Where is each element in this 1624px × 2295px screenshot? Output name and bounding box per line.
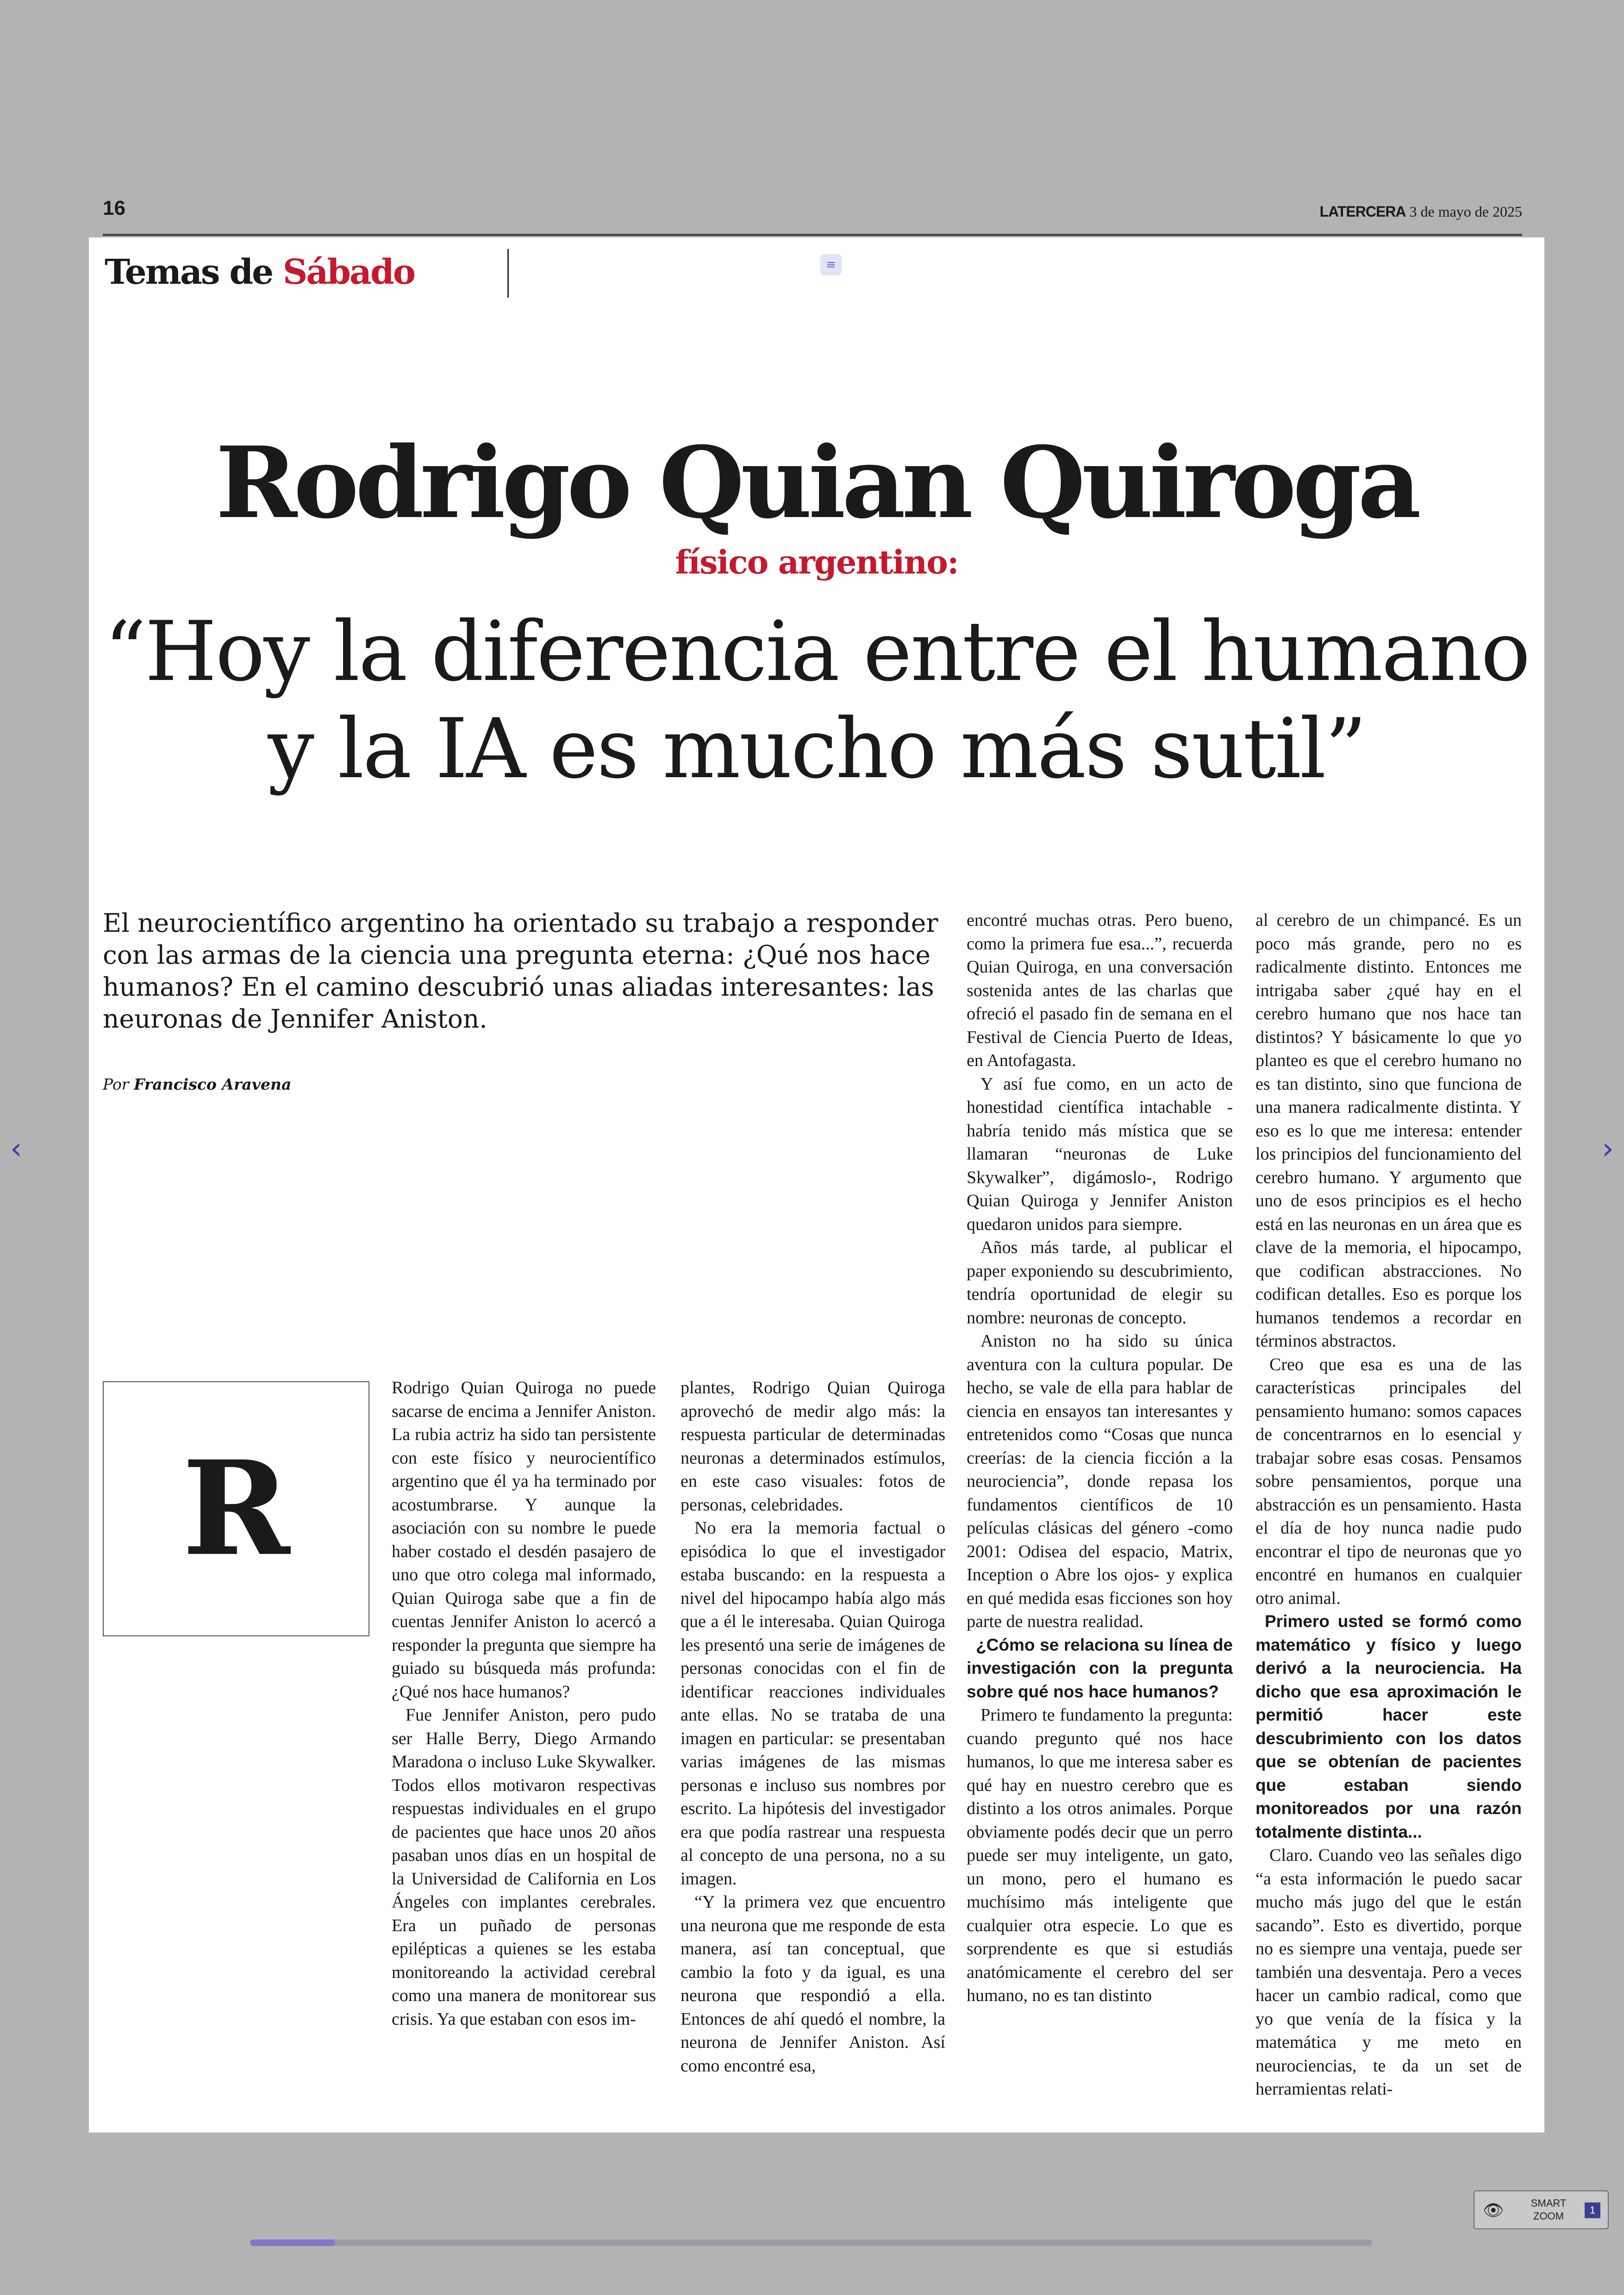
article-kicker: físico argentino: [675,543,958,581]
paragraph: plantes, Rodrigo Quian Quiroga aprovechó de medir algo más: la respuesta particular de determinadas neuronas a determinados estímulos, en este caso visuales: fotos de personas, celebridades. [681,1378,945,1515]
paragraph: Primero te fundamento la pregunta: cuando pregunto qué nos hace humanos, lo que me interesa saber es qué hay en nuestro cerebro que es distinto a los otros animales. Porque obviamente podés decir que un perro puede ser muy inteligente, un gato, un mono, pero el humano es muchísimo más inteligente que cualquier otra especie. Lo que es sorprendente es que si estudiás anatómicamente el cerebro del ser humano, no es tan distinto [967,1705,1233,2005]
page-progress-fill [250,2239,335,2246]
headline-quote [103,603,1530,798]
body-column-1 [392,1376,656,2112]
paragraph: al cerebro de un chimpancé. Es un poco más grande, pero no es radicalmente distinto. Entonces me intrigaba saber ¿qué hay en el cerebro humano que nos hace tan distintos? Y básicamente lo que yo planteo es que el cerebro humano no es tan distinto, sino que funciona de una manera radicalmente distinta. Y eso es lo que me interesa: entender los principios del funcionamiento del cerebro humano. Y argumento que uno de esos principios es el hecho está en las neuronas en un área que es clave de la memoria, el hipocampo, que codifican abstracciones. No codifican detalles. Eso es porque los humanos tendemos a recordar en términos abstractos. [1255,911,1522,1351]
section-label-accent: Sábado [282,252,415,292]
drop-cap-box [103,1381,369,1636]
previous-page-icon[interactable]: ‹ [10,1132,22,1166]
smart-zoom-label-line1: SMART [1530,2197,1567,2209]
paragraph: encontré muchas otras. Pero bueno, como la primera fue esa...”, recuerda Quian Quiroga, en una conversación sostenida antes de las charlas que ofreció el pasado fin de semana en el Festival de Ciencia Puerto de Ideas, en Antofagasta. [967,911,1233,1070]
paragraph: No era la memoria factual o episódica lo que el investigador estaba buscando: en la respuesta a nivel del hipocampo había algo más que a él le interesaba. Quian Quiroga les presentó una serie de imágenes de personas conocidas con el fin de identificar reacciones individuales ante ellas. No se trataba de una imagen en particular: se presentaban varias imágenes de las mismas personas e incluso sus nombres por escrito. La hipótesis del investigador era que podía rastrear una respuesta al concepto de una persona, no a su imagen. [681,1518,945,1889]
smart-zoom-button[interactable] [1474,2190,1609,2229]
eye-icon: 👁 [1483,2201,1504,2220]
paragraph: Rodrigo Quian Quiroga no puede sacarse de encima a Jennifer Aniston. La rubia actriz ha sido tan persistente con este físico y neurocientífico argentino que él ya ha terminado por acostumbrarse. Y aunque la asociación con su nombre le puede haber costado el desdén pasajero de uno que otro colega mal informado, Quian Quiroga sabe que a fin de cuentas Jennifer Aniston lo acercó a responder la pregunta que siempre ha guiado su búsqueda más profunda: ¿Qué nos hace humanos? [392,1378,656,1702]
brand-name: LATERCERA [1319,203,1406,220]
page-progress-bar[interactable] [250,2239,1372,2246]
smart-zoom-label-line2: ZOOM [1533,2210,1564,2222]
header-rule [103,234,1522,236]
paragraph: Aniston no ha sido su única aventura con la cultura popular. De hecho, se vale de ella para hablar de ciencia en ensayos tan interesantes y entretenidos como “Cosas que nunca creerías: de la ciencia ficción a la neurociencia”, donde repasa los fundamentos científicos de 10 películas clásicas del género -como 2001: Odisea del espacio, Matrix, Inception o Abre los ojos- y explica en qué medida esas ficciones son hoy parte de nuestra realidad. [967,1331,1233,1631]
masthead [1320,203,1522,220]
page-number: 16 [103,197,125,219]
newspaper-page [89,237,1544,2133]
drop-cap: R [182,1433,290,1585]
article-title: Rodrigo Quian Quiroga [215,425,1418,540]
comment-icon[interactable]: ≡ [820,254,842,275]
byline [103,1075,291,1093]
headline-quote-line2: y la IA es mucho más sutil” [268,701,1366,797]
section-label-main: Temas de [105,252,283,292]
paragraph: Fue Jennifer Aniston, pero pudo ser Halle Berry, Diego Armando Maradona o incluso Luke Skywalker. Todos ellos motivaron respectivas respuestas individuales en el grupo de pacientes que hace unos 20 años pasaban unos días en un hospital de la Universidad de California en Los Ángeles con implantes cerebrales. Era un puñado de personas epilépticas a quienes se les estaba monitoreando la actividad cerebral como una manera de monitorear sus crisis. Ya que estaban con esos im- [392,1705,656,2029]
interview-question: Primero usted se formó como matemático y físico y luego derivó a la neurociencia. Ha dicho que esa aproximación le permitió hacer este descubrimiento con los datos que se obtenían de pacientes que estaban siendo monitoreados por una razón totalmente distinta... [1255,1612,1522,1841]
section-label-box [105,249,509,298]
paragraph: Creo que esa es una de las características principales del pensamiento humano: somos capaces de concentrarnos en lo esencial y trabajar sobre esas cosas. Pensamos sobre pensamientos, porque una abstracción es un pensamiento. Hasta el día de hoy nunca nadie pudo encontrar el tipo de neuronas que yo encontré en humanos en cualquier otro animal. [1255,1354,1522,1608]
page-header [103,197,1522,234]
byline-prefix: Por [103,1075,134,1093]
paragraph: Claro. Cuando veo las señales digo “a esta información le puedo sacar mucho más jugo del que le están sacando”. Esto es divertido, porque no es siempre una ventaja, puede ser también una desventaja. Pero a veces hacer un cambio radical, como que yo que venía de la física y la matemática y me meto en neurociencias, te da un set de herramientas relati- [1255,1846,1522,2099]
smart-zoom-label [1521,2197,1576,2223]
paragraph: Y así fue como, en un acto de honestidad científica intachable -habría tenido más mística que se llamaran “neuronas de Luke Skywalker”, digámoslo-, Rodrigo Quian Quiroga y Jennifer Aniston quedaron unidos para siempre. [967,1074,1233,1234]
headline-quote-line1: “Hoy la diferencia entre el humano [104,604,1529,699]
section-label [105,252,414,292]
smart-zoom-count: 1 [1585,2202,1600,2218]
interview-question: ¿Cómo se relaciona su línea de investigación con la pregunta sobre qué nos hace humanos? [967,1635,1233,1701]
issue-date: 3 de mayo de 2025 [1409,203,1522,220]
body-column-4 [1255,909,1522,2112]
byline-author: Francisco Aravena [134,1075,292,1093]
body-column-3 [967,909,1233,2112]
paragraph: Años más tarde, al publicar el paper exponiendo su descubrimiento, tendría oportunidad de elegir su nombre: neuronas de concepto. [967,1238,1233,1328]
article-lede: El neurocientífico argentino ha orientado su trabajo a responder con las armas de la ciencia una pregunta eterna: ¿Qué nos hace humanos? En el camino descubrió unas aliadas interesantes: las neuronas de Jennifer Aniston. [103,908,938,1034]
paragraph: “Y la primera vez que encuentro una neurona que me responde de esta manera, así tan conceptual, que cambio la foto y da igual, es una neurona que respondió a ella. Entonces de ahí quedó el nombre, la neurona de Jennifer Aniston. Así como encontré esa, [681,1892,945,2076]
body-column-2 [681,1376,945,2112]
next-page-icon[interactable]: › [1602,1132,1614,1166]
